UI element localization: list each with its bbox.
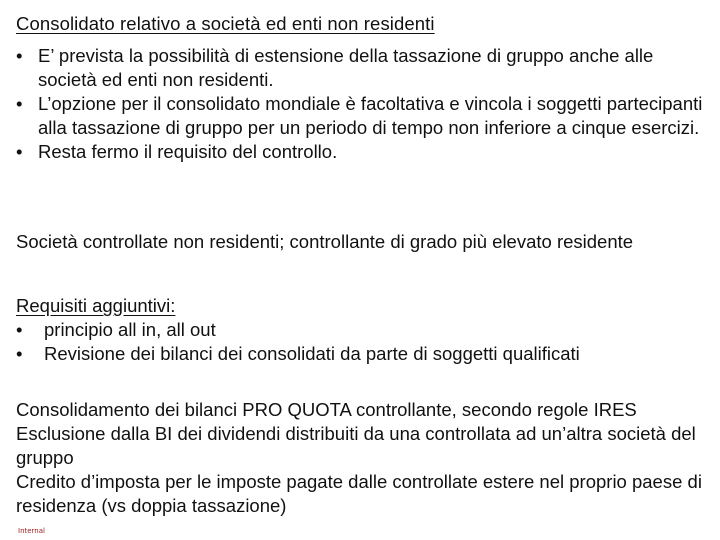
bullet-item: • Resta fermo il requisito del controllo. [16, 140, 706, 164]
requirements-list [16, 318, 706, 366]
bullet-item: • E’ prevista la possibilità di estensione della tassazione di gruppo anche alle società ed enti non residenti. [16, 44, 706, 92]
bullet-item: • L’opzione per il consolidato mondiale è facoltativa e vincola i soggetti partecipanti alla tassazione di gruppo per un periodo di tempo non inferiore a cinque esercizi. [16, 92, 706, 140]
requirements-heading: Requisiti aggiuntivi: [16, 295, 176, 316]
rule-line: Credito d’imposta per le imposte pagate dalle controllate estere nel proprio paese di residenza (vs doppia tassazione) [16, 471, 702, 516]
rule-line: Esclusione dalla BI dei dividendi distribuiti da una controllata ad un’altra società del gruppo [16, 423, 696, 468]
main-bullet-list [16, 44, 706, 164]
requirements-section [16, 294, 706, 366]
slide-title: Consolidato relativo a società ed enti non residenti [16, 13, 435, 34]
internal-classification-label: Internal [18, 527, 45, 535]
controlled-companies-paragraph: Società controllate non residenti; controllante di grado più elevato residente [16, 231, 634, 252]
requirement-item: • Revisione dei bilanci dei consolidati da parte di soggetti qualificati [16, 342, 706, 366]
consolidation-rules-paragraph [16, 398, 706, 518]
requirement-item: • principio all in, all out [16, 318, 706, 342]
rule-line: Consolidamento dei bilanci PRO QUOTA controllante, secondo regole IRES [16, 399, 637, 420]
